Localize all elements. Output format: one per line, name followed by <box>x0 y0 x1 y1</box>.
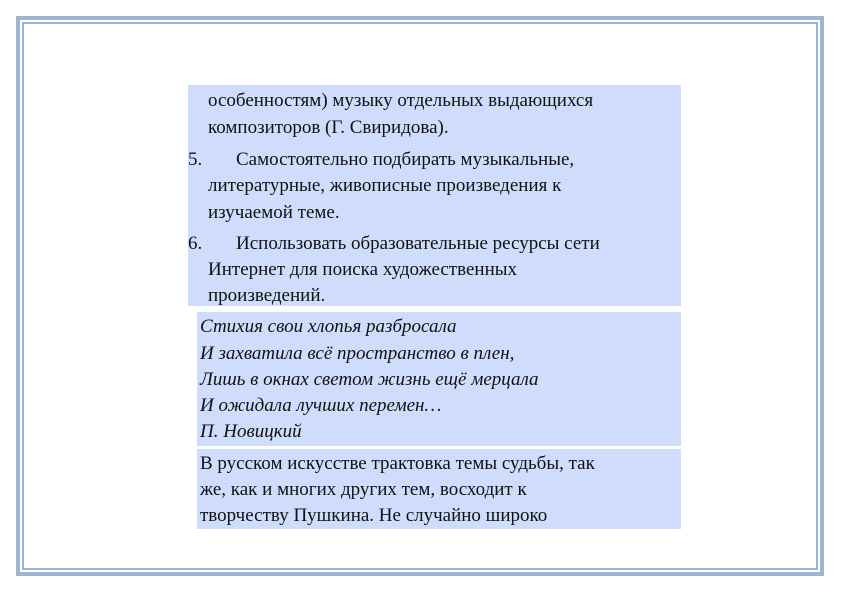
prose-block <box>197 449 681 529</box>
list-item-line: изучаемой теме. <box>208 202 340 223</box>
list-item-number: 5. <box>188 149 203 170</box>
list-item-line: Использовать образовательные ресурсы сети <box>236 233 600 254</box>
poem-block <box>197 312 681 446</box>
list-item-number: 6. <box>188 233 203 254</box>
list-item-line: Интернет для поиска художественных <box>208 259 518 280</box>
prose-line: творчеству Пушкина. Не случайно широко <box>200 505 548 526</box>
list-item-line: Самостоятельно подбирать музыкальные, <box>236 149 575 170</box>
poem-line: И захватила всё пространство в плен, <box>200 343 515 364</box>
list-item-line: литературные, живописные произведения к <box>208 175 562 196</box>
list-continuation-line: композиторов (Г. Свиридова). <box>208 117 449 138</box>
prose-line: же, как и многих других тем, восходит к <box>200 479 527 500</box>
poem-line: Лишь в окнах светом жизнь ещё мерцала <box>200 369 539 390</box>
prose-line: В русском искусстве трактовка темы судьбы, так <box>200 453 595 474</box>
list-continuation-line: особенностям) музыку отдельных выдающихся <box>208 90 594 111</box>
poem-line: И ожидала лучших перемен… <box>200 395 442 416</box>
list-item-line: произведений. <box>208 285 326 306</box>
numbered-list-block <box>188 85 681 306</box>
poem-line: Стихия свои хлопья разбросала <box>200 316 457 337</box>
poem-author: П. Новицкий <box>200 421 302 442</box>
